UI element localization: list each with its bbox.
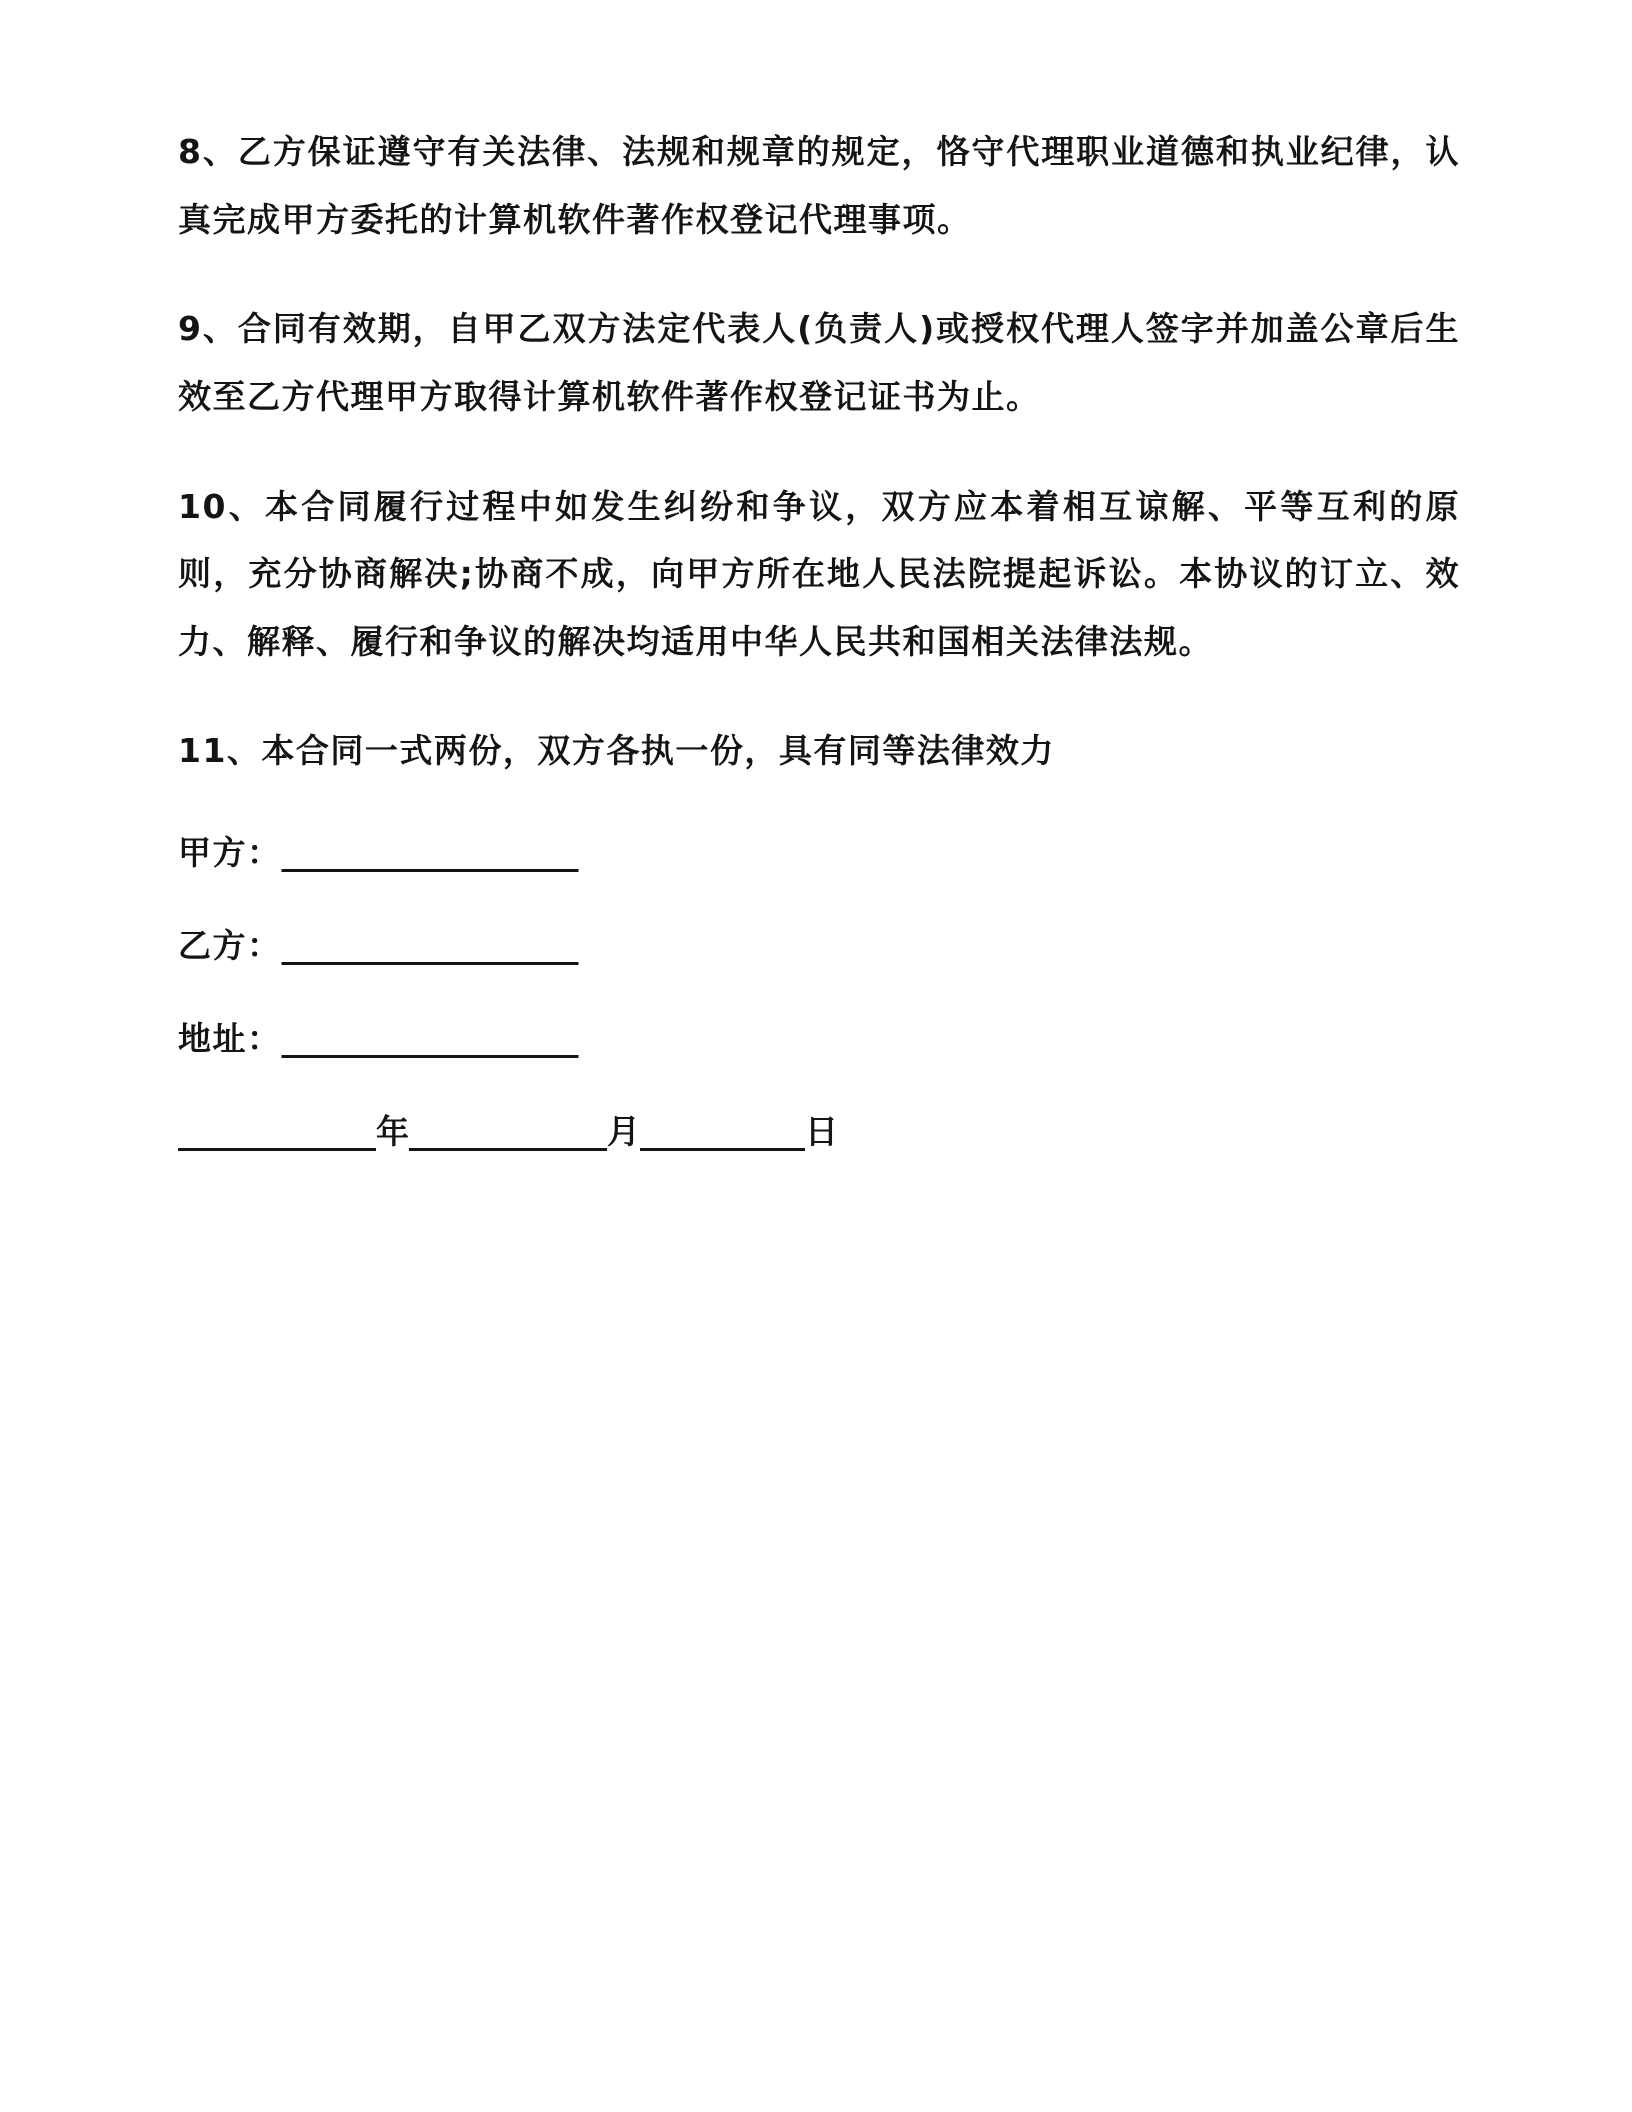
party-b-blank: __________________ <box>281 926 579 966</box>
contract-clause-8: 8、乙方保证遵守有关法律、法规和规章的规定，恪守代理职业道德和执业纪律，认真完成甲方委托的计算机软件著作权登记代理事项。 <box>178 132 1460 239</box>
date-line <box>178 1106 1460 1153</box>
contract-clause-10: 10、本合同履行过程中如发生纠纷和争议，双方应本着相互谅解、平等互利的原则，充分协商解决;协商不成，向甲方所在地人民法院提起诉讼。本协议的订立、效力、解释、履行和争议的解决均适用中华人民共和国相关法律法规。 <box>178 486 1460 661</box>
date-month-label: 月 <box>607 1112 640 1152</box>
party-a-blank: __________________ <box>281 833 579 873</box>
signature-line-party-a <box>178 827 1460 874</box>
address-label: 地址： <box>178 1019 282 1059</box>
date-day-label: 日 <box>805 1112 838 1152</box>
signature-line-party-b <box>178 920 1460 967</box>
date-day-blank: __________ <box>640 1112 805 1152</box>
contract-clause-11: 11、本合同一式两份，双方各执一份，具有同等法律效力 <box>178 731 1055 771</box>
contract-clause-9: 9、合同有效期，自甲乙双方法定代表人(负责人)或授权代理人签字并加盖公章后生效至乙方代理甲方取得计算机软件著作权登记证书为止。 <box>178 309 1460 416</box>
address-blank: __________________ <box>281 1019 579 1059</box>
party-b-label: 乙方： <box>178 926 282 966</box>
date-year-label: 年 <box>376 1112 409 1152</box>
party-a-label: 甲方： <box>178 833 282 873</box>
date-month-blank: ____________ <box>409 1112 607 1152</box>
signature-line-address <box>178 1013 1460 1060</box>
contract-content <box>178 118 1460 1153</box>
date-year-blank: ____________ <box>178 1112 376 1152</box>
